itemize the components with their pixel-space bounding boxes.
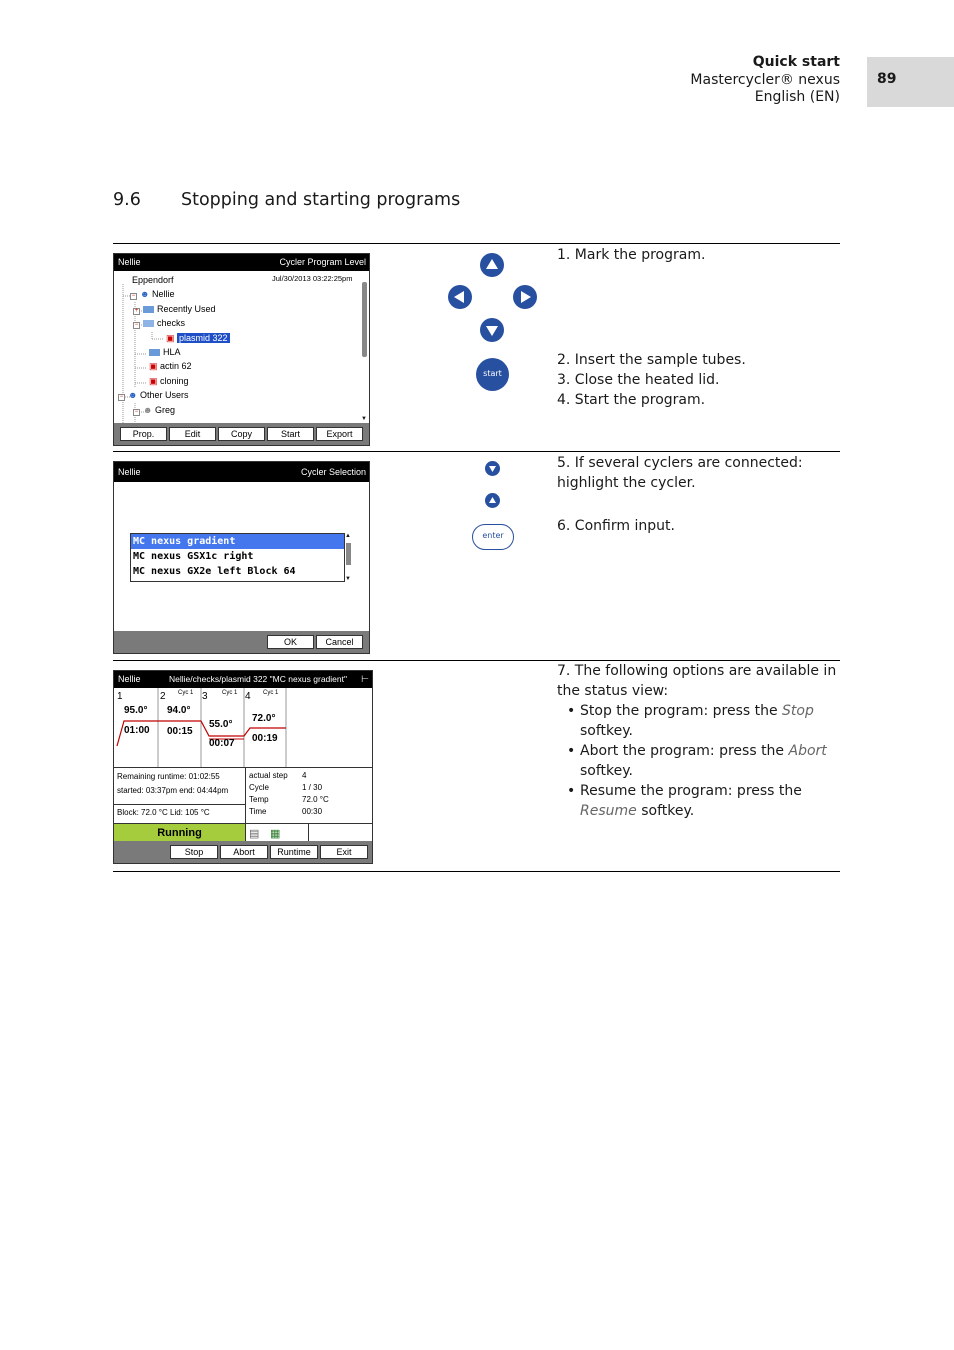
user-name: Nellie [118, 467, 141, 477]
softkey-bar [114, 841, 372, 863]
tree-node[interactable]: Eppendorf [132, 275, 174, 285]
divider [114, 804, 245, 805]
arrow-down-icon [485, 461, 500, 476]
user-icon: ☻ [140, 289, 150, 299]
open-folder-icon [143, 319, 154, 327]
softkey-ok[interactable]: OK [267, 635, 314, 649]
step-time: 01:00 [124, 725, 150, 736]
expand-icon: + [134, 308, 139, 314]
screen-level: Cycler Program Level [279, 257, 366, 267]
table-rule [113, 871, 840, 872]
user-icon: ☻ [143, 405, 153, 415]
softkey-name: Abort [788, 743, 827, 759]
tree-node[interactable]: + Recently Used [134, 304, 216, 314]
arrow-down-icon [480, 318, 504, 342]
cycler-selection-screen [113, 461, 370, 654]
softkey-cancel[interactable]: Cancel [316, 635, 363, 649]
collapse-icon: − [134, 322, 139, 328]
screen-title-bar [114, 671, 372, 688]
softkey-edit[interactable]: Edit [169, 427, 216, 441]
table-rule [113, 451, 840, 452]
scroll-up-arrow[interactable]: ▲ [345, 533, 351, 539]
screen-title-bar [114, 462, 369, 482]
info-values: 4 1 / 30 72.0 °C 00:30 [302, 771, 329, 816]
header-product: Mastercycler® nexus [690, 71, 840, 88]
folder-icon [143, 305, 154, 313]
row3-text [557, 661, 840, 821]
section-number: 9.6 [113, 190, 141, 210]
expand-icon: ⊢ [361, 674, 369, 684]
cycler-item-selected[interactable]: MC nexus gradient [131, 534, 344, 549]
bullet-abort: • Abort the program: press the Abort softkey. [557, 741, 840, 781]
arrow-down-key[interactable] [480, 318, 504, 342]
step-temp: 95.0° [124, 705, 148, 716]
tree-node[interactable]: − ☻ Other Users [119, 390, 189, 400]
tree-node[interactable]: − checks [134, 318, 186, 328]
page-number: 89 [877, 71, 897, 87]
arrow-up-key[interactable] [480, 253, 504, 277]
scroll-down-arrow[interactable]: ▼ [361, 416, 367, 422]
step-2: 2. Insert the sample tubes. [557, 352, 746, 368]
scrollbar[interactable] [361, 277, 368, 422]
section-heading [113, 190, 460, 210]
softkey-abort[interactable]: Abort [220, 845, 268, 859]
arrow-up-icon [485, 493, 500, 508]
table-rule [113, 243, 840, 244]
log-icon[interactable]: ▤ [249, 828, 260, 840]
tree-node[interactable]: HLA [149, 347, 181, 357]
program-path: Nellie/checks/plasmid 322 "MC nexus gradient" [169, 674, 348, 684]
step-3: 3. Close the heated lid. [557, 372, 720, 388]
softkey-bar [114, 423, 369, 445]
program-level-screen [113, 253, 370, 446]
step-time: 00:19 [252, 733, 278, 744]
cycle-label: Cyc 1 [178, 690, 194, 696]
section-title: Stopping and starting programs [181, 190, 461, 210]
cycler-item[interactable]: MC nexus GX2e left Block 64 [133, 566, 296, 577]
header-language: English (EN) [754, 89, 840, 105]
row2-step5: 5. If several cyclers are connected: highlight the cycler. [557, 455, 803, 491]
users-icon: ☻ [128, 390, 138, 400]
status-view-screen [113, 670, 373, 864]
bullet-resume: • Resume the program: press the Resume softkey. [557, 781, 840, 821]
cycle-label: Cyc 1 [222, 690, 238, 696]
screen-title-bar [114, 254, 369, 271]
softkey-prop[interactable]: Prop. [120, 427, 167, 441]
arrow-right-key[interactable] [513, 285, 537, 309]
arrow-up-key[interactable] [485, 493, 500, 508]
softkey-name: Stop [782, 703, 814, 719]
folder-icon [149, 348, 160, 356]
date-stamp: Jul/30/2013 03:22:25pm [272, 274, 353, 283]
divider [114, 767, 373, 768]
cycler-list [130, 533, 345, 582]
arrow-up-icon [480, 253, 504, 277]
tree-node-selected[interactable]: ▣ plasmid 322 [166, 333, 228, 343]
bullet-stop: • Stop the program: press the Stop softkey. [557, 701, 840, 741]
step-time: 00:07 [209, 738, 235, 749]
status-running: Running [114, 824, 245, 843]
user-name: Nellie [118, 257, 141, 267]
softkey-export[interactable]: Export [316, 427, 363, 441]
info-labels: actual step Cycle Temp Time [249, 771, 288, 816]
step-temp: 94.0° [167, 705, 191, 716]
softkey-copy[interactable]: Copy [218, 427, 265, 441]
block-lid-temp: Block: 72.0 °C Lid: 105 °C [117, 808, 210, 817]
row2-step6: 6. Confirm input. [557, 518, 675, 534]
start-end-time: started: 03:37pm end: 04:44pm [117, 786, 229, 795]
arrow-left-icon [448, 285, 472, 309]
divider [245, 767, 246, 843]
program-icon: ▣ [149, 361, 158, 371]
tree-node[interactable]: − ☻ Nellie [131, 289, 175, 299]
tree-node[interactable]: ▣ cloning [149, 376, 189, 386]
softkey-start[interactable]: Start [267, 427, 314, 441]
scrollbar-thumb[interactable] [362, 282, 367, 357]
screen-title: Cycler Selection [300, 467, 366, 477]
arrow-right-icon [513, 285, 537, 309]
arrow-down-key[interactable] [485, 461, 500, 476]
header-title: Quick start [752, 54, 840, 70]
collapse-icon: − [131, 293, 136, 299]
page-number-box [867, 57, 954, 107]
running-header [690, 54, 840, 107]
profile-graph [114, 688, 373, 768]
cycle-label: Cyc 1 [263, 690, 279, 696]
step-number: 3 [202, 691, 208, 702]
program-icon: ▣ [166, 333, 175, 343]
arrow-left-key[interactable] [448, 285, 472, 309]
step-time: 00:15 [167, 726, 193, 737]
step-number: 2 [160, 691, 166, 702]
row1-step1: 1. Mark the program. [557, 247, 706, 263]
softkey-exit[interactable]: Exit [320, 845, 368, 859]
softkey-runtime[interactable]: Runtime [270, 845, 318, 859]
step-number: 1 [117, 691, 123, 702]
tree-node[interactable]: ▣ actin 62 [149, 361, 192, 371]
row1-steps [557, 350, 840, 410]
list-scrollbar[interactable] [345, 533, 353, 582]
softkey-name: Resume [580, 803, 637, 819]
remaining-runtime: Remaining runtime: 01:02:55 [117, 772, 220, 781]
softkey-stop[interactable]: Stop [170, 845, 218, 859]
tree-node[interactable]: − ☻ Greg [134, 405, 176, 415]
scrollbar-thumb[interactable] [346, 543, 351, 565]
collapse-icon: − [119, 394, 124, 400]
step-7: 7. The following options are available in the status view: [557, 663, 837, 699]
step-4: 4. Start the program. [557, 392, 706, 408]
step-temp: 72.0° [252, 713, 276, 724]
program-icon: ▣ [149, 376, 158, 386]
step-temp: 55.0° [209, 719, 233, 730]
start-key[interactable]: start [476, 358, 509, 391]
softkey-bar [114, 631, 369, 653]
enter-key[interactable]: enter [472, 524, 514, 550]
step-number: 4 [245, 691, 251, 702]
cycler-item[interactable]: MC nexus GSX1c right [133, 551, 254, 562]
user-name: Nellie [118, 674, 141, 684]
plate-icon[interactable]: ▦ [270, 828, 281, 840]
collapse-icon: − [134, 409, 139, 415]
scroll-down-arrow[interactable]: ▼ [345, 576, 351, 582]
